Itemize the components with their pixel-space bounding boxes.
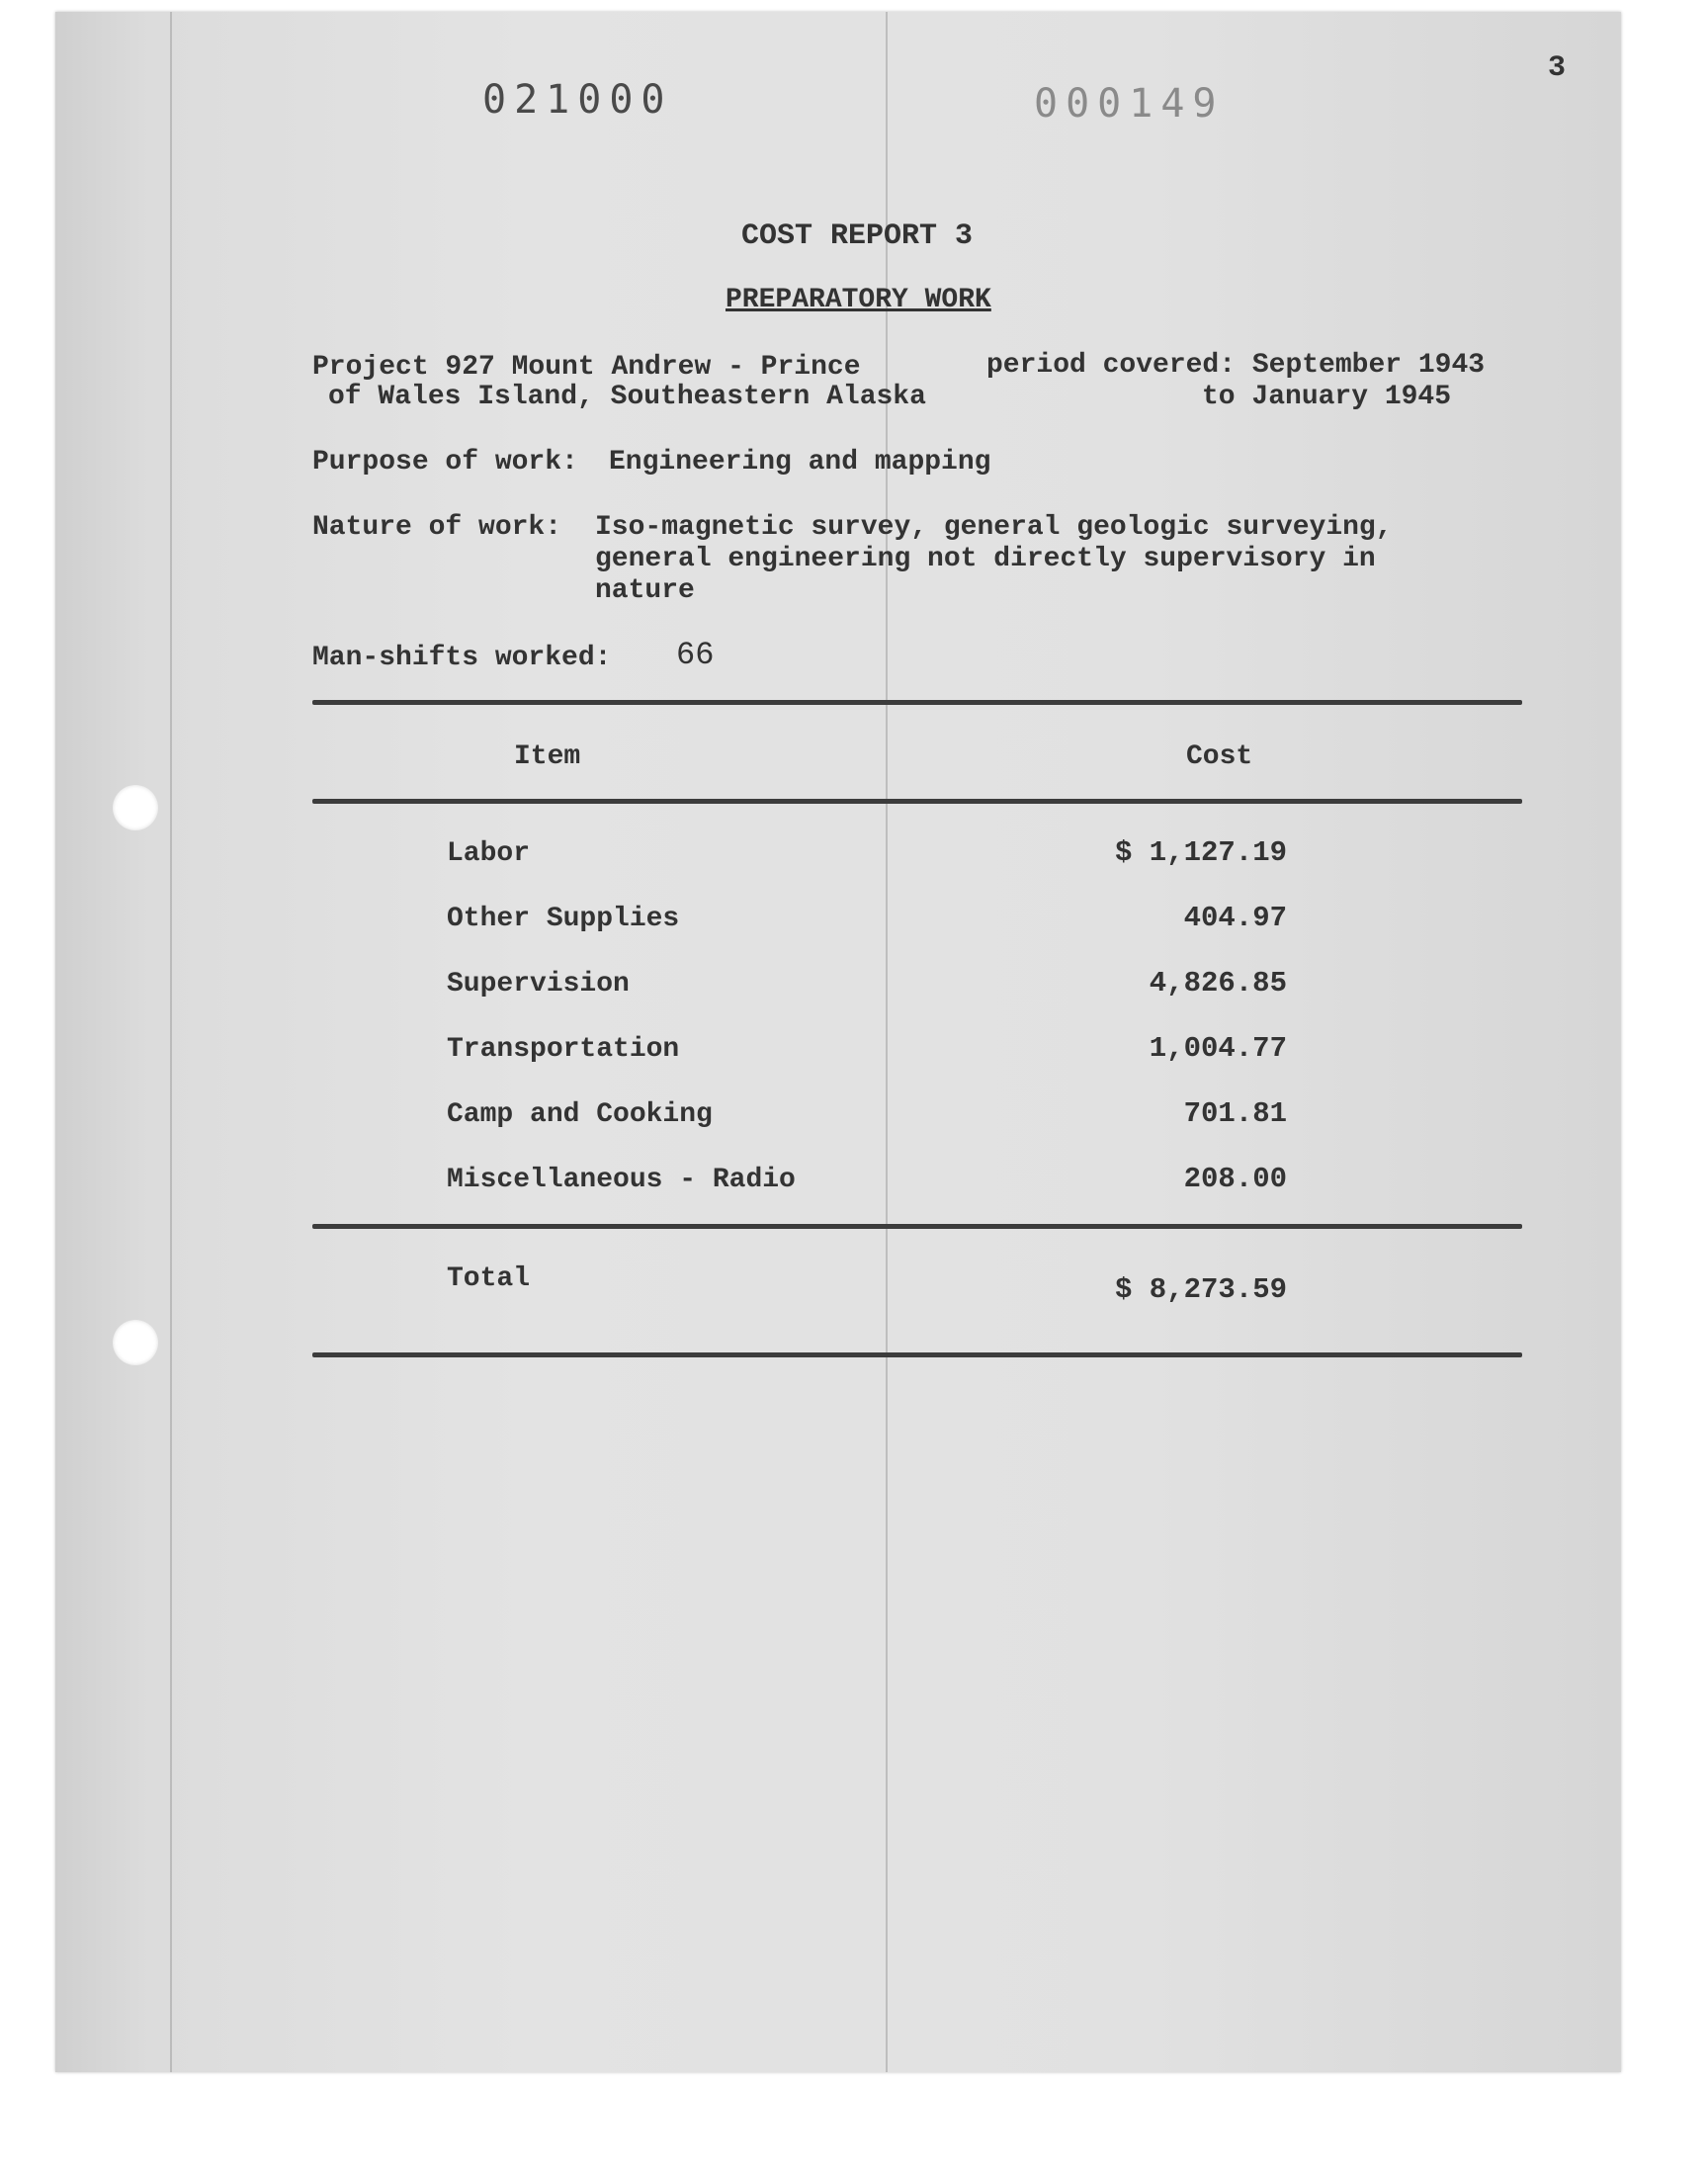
purpose-value: Engineering and mapping <box>609 447 991 478</box>
nature-line-1: Iso-magnetic survey, general geologic surveying, <box>595 512 1393 543</box>
column-header-item: Item <box>514 741 581 772</box>
fold-line-left <box>170 12 172 2072</box>
stamp-number-left: 021000 <box>482 77 673 123</box>
row-item-label: Miscellaneous - Radio <box>447 1165 796 1195</box>
row-item-label: Camp and Cooking <box>447 1099 713 1130</box>
fold-line-center <box>886 12 888 2072</box>
row-cost-value: 404.97 <box>1183 902 1287 934</box>
table-rule-header <box>312 799 1522 804</box>
row-cost-value: 701.81 <box>1183 1097 1287 1130</box>
punch-hole-top <box>113 785 158 830</box>
period-line-1: period covered: September 1943 <box>986 350 1486 381</box>
column-header-cost: Cost <box>1186 741 1253 772</box>
row-cost-value: 208.00 <box>1183 1163 1287 1195</box>
purpose-label: Purpose of work: <box>312 447 578 478</box>
stamp-number-right: 000149 <box>1034 81 1225 127</box>
row-item-label: Other Supplies <box>447 904 680 934</box>
man-shifts-label: Man-shifts worked: <box>312 643 612 673</box>
page-number: 3 <box>1548 51 1567 85</box>
row-item-label: Supervision <box>447 969 630 1000</box>
document-page <box>55 12 1621 2072</box>
nature-line-3: nature <box>595 575 695 606</box>
row-item-label: Transportation <box>447 1034 680 1065</box>
total-label: Total <box>447 1263 531 1294</box>
table-rule-bottom <box>312 1352 1522 1357</box>
punch-hole-bottom <box>113 1320 158 1365</box>
nature-label: Nature of work: <box>312 512 562 543</box>
row-item-label: Labor <box>447 838 531 869</box>
report-subtitle: PREPARATORY WORK <box>726 285 991 315</box>
total-cost-value: $ 8,273.59 <box>1114 1273 1287 1306</box>
man-shifts-value: 66 <box>676 637 715 673</box>
nature-line-2: general engineering not directly supervisory in <box>595 544 1376 574</box>
table-rule-top <box>312 700 1522 705</box>
project-line-1: Project 927 Mount Andrew - Prince <box>312 352 861 383</box>
period-line-2: to January 1945 <box>1202 382 1452 412</box>
project-line-2: of Wales Island, Southeastern Alaska <box>328 382 926 412</box>
table-rule-total <box>312 1224 1522 1229</box>
row-cost-value: 1,004.77 <box>1149 1032 1287 1065</box>
report-title: COST REPORT 3 <box>741 219 974 253</box>
row-cost-value: 4,826.85 <box>1149 967 1287 1000</box>
row-cost-value: $ 1,127.19 <box>1114 836 1287 869</box>
